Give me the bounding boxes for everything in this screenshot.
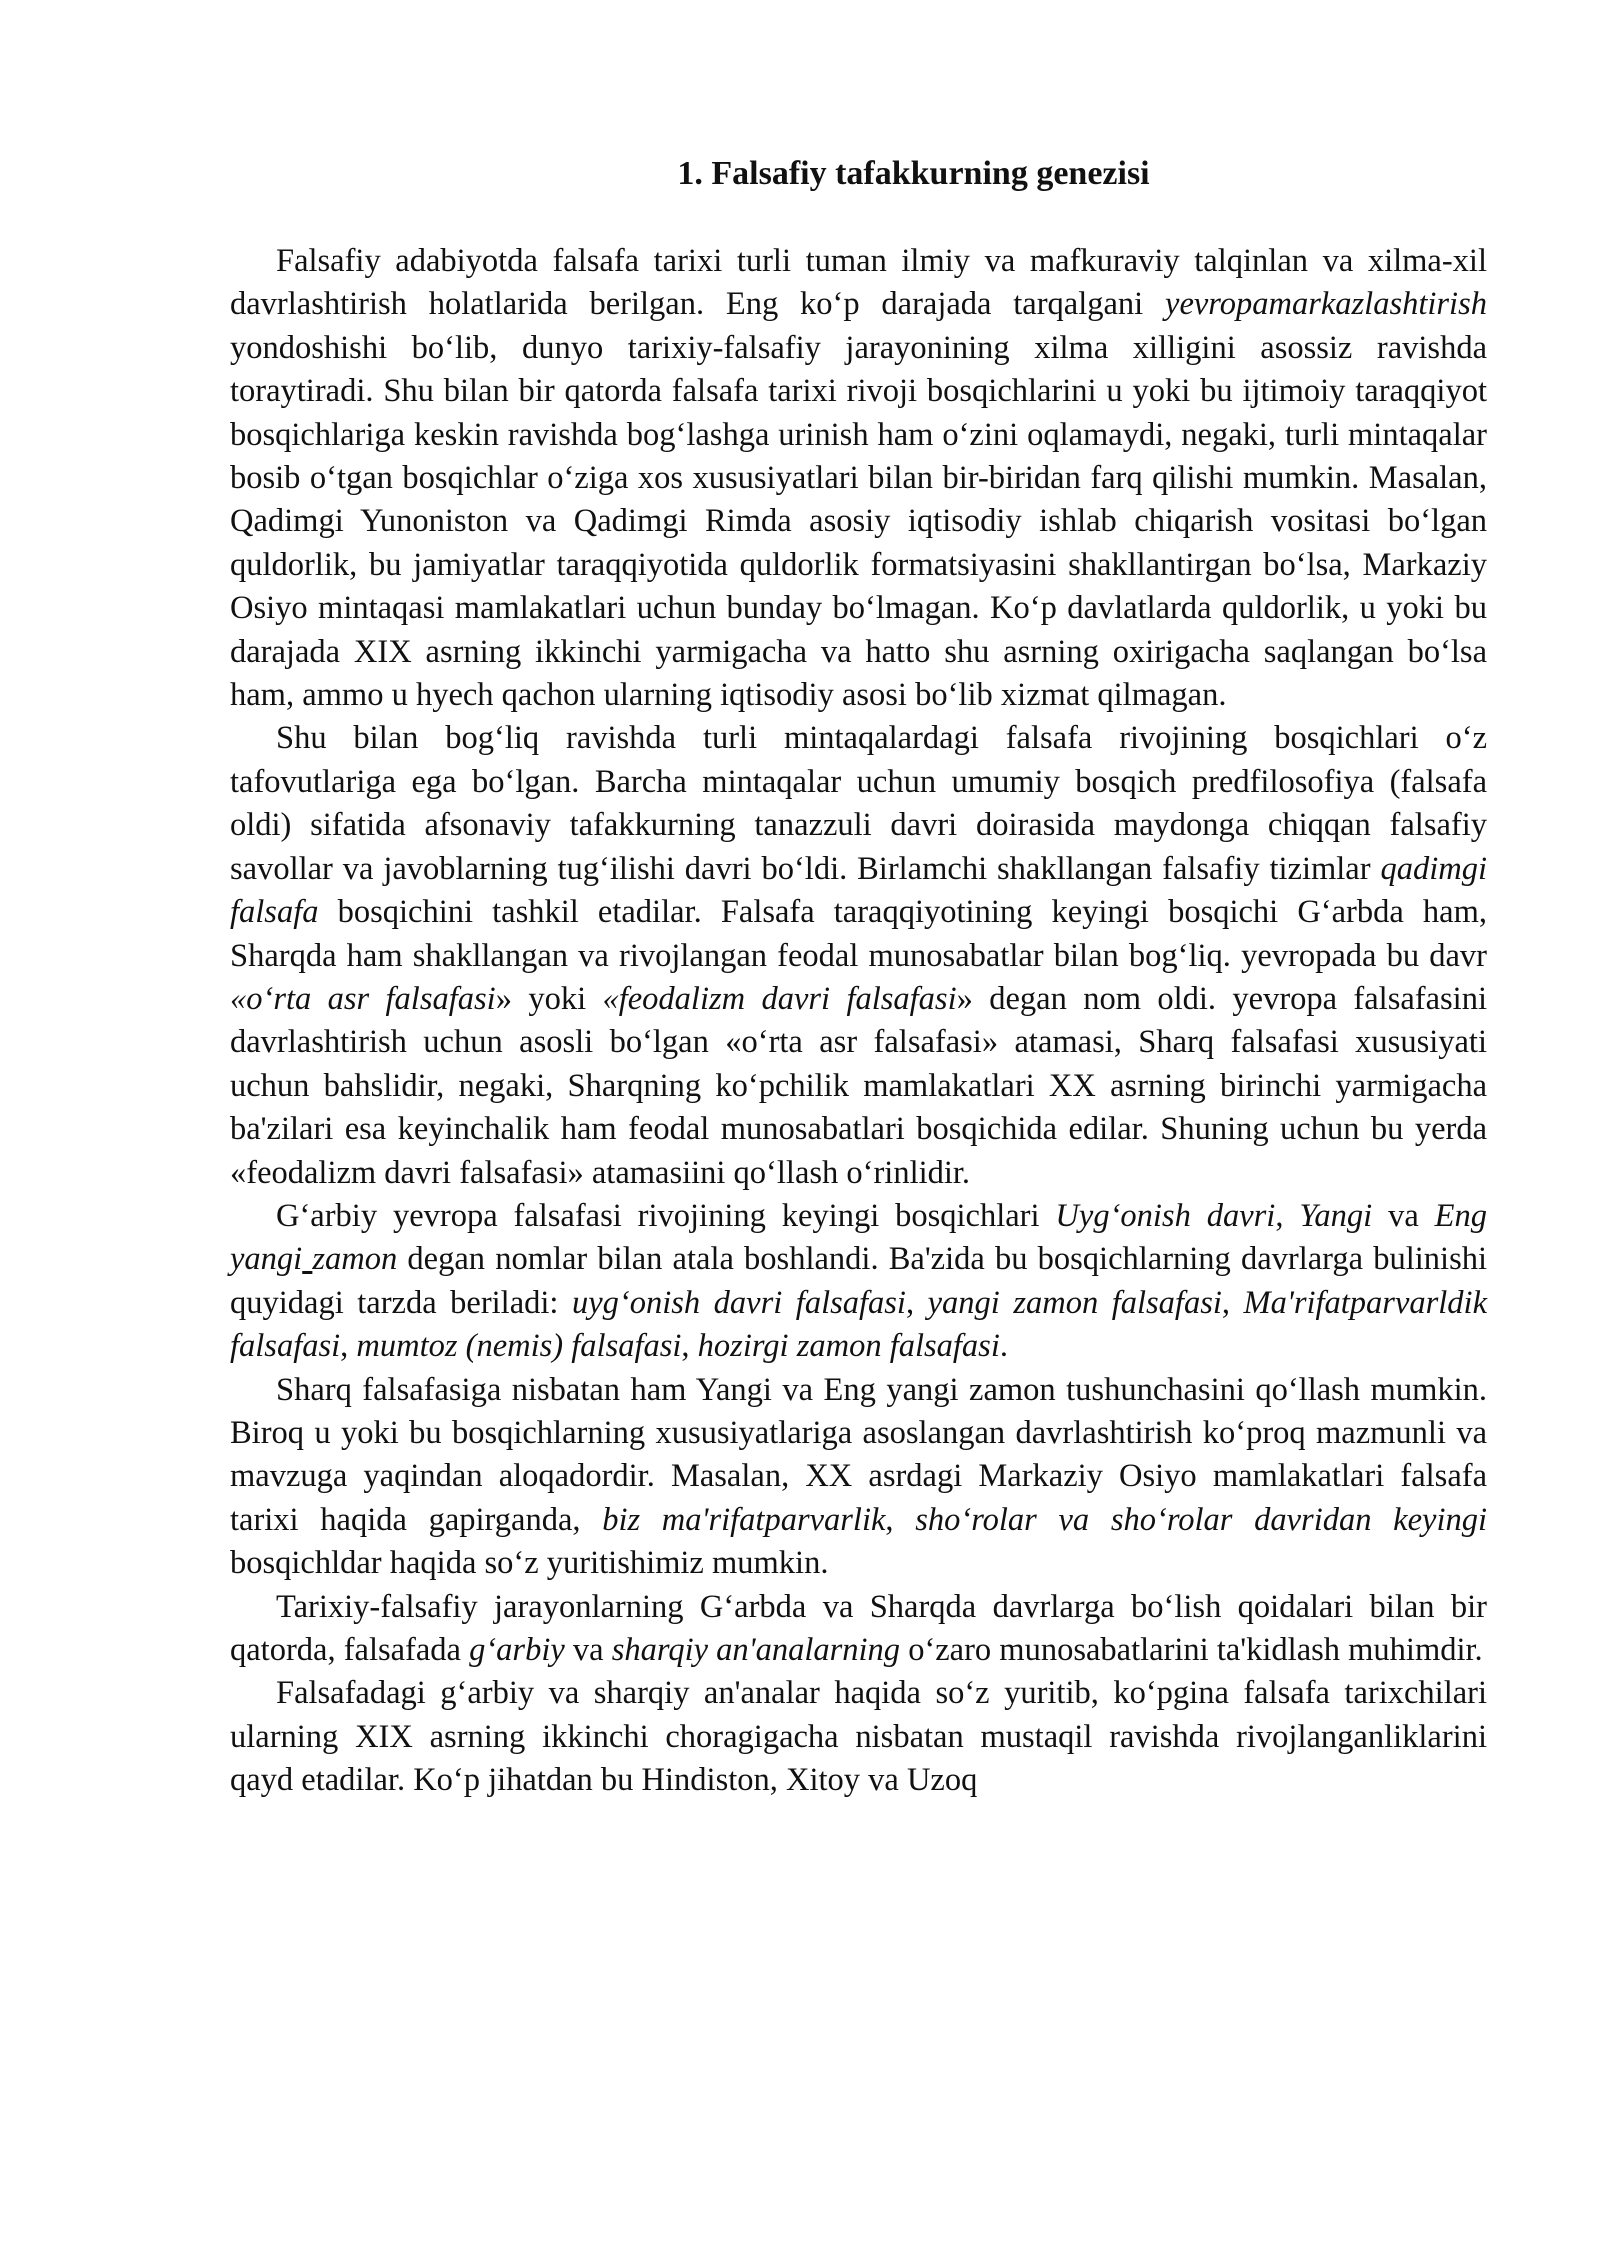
italic-run: hozirgi zamon falsafasi — [697, 1328, 1000, 1365]
paragraph — [230, 240, 1487, 717]
italic-run: uyg‘onish davri falsafasi — [571, 1284, 906, 1321]
italic-run: «feodalizm davri falsafasi — [602, 980, 957, 1017]
italic-run: Eng yangi — [230, 1197, 1488, 1278]
italic-run: «o‘rta asr falsafasi — [230, 980, 496, 1017]
italic-run: sharqiy an'analarning — [611, 1632, 901, 1668]
text-run: bosqichini tashkil etadilar. Falsafa taraqqiyotining keyingi bosqichi G‘arbda ham, Sharqda ham shakllangan va rivojlangan feodal munosabatlar bilan bog‘liq. yevropada bu davr — [230, 894, 1487, 974]
text-run: , — [681, 1328, 698, 1365]
text-run: Sharq falsafasiga nisbatan ham Yangi va Eng yangi zamon tushunchasini qo‘llash mumkin. Biroq u yoki bu bosqichlarning xususiyatlariga asoslangan davrlashtirish ko‘proq mazmunli va mavzuga yaqindan aloqadordir. Masalan, XX asrdagi Markaziy Osiyo mamlakatlari falsafa tarixi haqida gapirganda, — [230, 1371, 1487, 1538]
text-run: bosqichldar haqida so‘z yuritishimiz mumkin. — [230, 1545, 829, 1582]
paragraph — [230, 1369, 1487, 1586]
text-run: va — [564, 1632, 612, 1668]
italic-run: biz ma'rifatparvarlik — [602, 1501, 886, 1538]
text-run: o‘zaro munosabatlarini ta'kidlash muhimdir. — [900, 1632, 1483, 1668]
text-run: degan nomlar bilan atala boshlandi. Ba'zida bu bosqichlarning davrlarga bulinishi quyidagi tarzda beriladi: — [230, 1241, 1488, 1321]
paragraph — [230, 717, 1487, 1194]
italic-run: mumtoz (nemis) falsafasi — [356, 1328, 682, 1365]
italic-run: Yangi — [1299, 1197, 1373, 1234]
italic-run: sho‘rolar va sho‘rolar davridan keyingi — [915, 1501, 1488, 1538]
text-run: , — [905, 1284, 928, 1321]
text-run: , — [1275, 1197, 1300, 1234]
text-run: Tarixiy-falsafiy jarayonlarning G‘arbda va Sharqda davrlarga bo‘lish qoidalari bilan bir qatorda, falsafada — [230, 1588, 1487, 1668]
text-run: Falsafiy adabiyotda falsafa tarixi turli tuman ilmiy va mafkuraviy talqinlan va xilma-xil davrlashtirish holatlarida berilgan. Eng ko‘p darajada tarqalgani — [230, 243, 1487, 323]
italic-run: Uyg‘onish davri — [1055, 1197, 1276, 1234]
text-run: va — [1372, 1197, 1435, 1234]
text-run: , — [340, 1328, 357, 1365]
italic-run: qadimgi falsafa — [230, 850, 1487, 931]
paragraph — [230, 1586, 1487, 1673]
italic-run: yangi zamon falsafasi — [927, 1284, 1222, 1321]
italic-run: g‘arbiy — [469, 1632, 565, 1668]
italic-run: yevropamarkazlashtirish — [1165, 286, 1487, 323]
text-run: Shu bilan bog‘liq ravishda turli mintaqalardagi falsafa rivojining bosqichlari o‘z tafovutlariga ega bo‘lgan. Barcha mintaqalar uchun umumiy bosqich predfilosofiya (falsafa oldi) sifatida afsonaviy tafakkurning tanazzuli davri doirasida maydonga chiqqan falsafiy savollar va javoblarning tug‘ilishi davri bo‘ldi. Birlamchi shakllangan falsafiy tizimlar — [230, 720, 1487, 887]
text-run: Falsafadagi g‘arbiy va sharqiy an'analar haqida so‘z yuritib, ko‘pgina falsafa tarixchilari ularning XIX asrning ikkinchi choragigacha nisbatan mustaqil ravishda rivojlanganliklarini qayd etadilar. Ko‘p jihatdan bu Hindiston, Xitoy va Uzoq — [230, 1675, 1487, 1799]
text-run: , — [885, 1501, 916, 1538]
section-title: 1. Falsafiy tafakkurning genezisi — [677, 155, 1150, 192]
text-run: » degan nom oldi. yevropa falsafasini davrlashtirish uchun asosli bo‘lgan «o‘rta asr falsafasi» atamasi, Sharq falsafasi xususiyati uchun bahslidir, negaki, Sharqning ko‘pchilik mamlakatlari XX asrning birinchi yarmigacha ba'zilari esa keyinchalik ham feodal munosabatlari bosqichida edilar. Shuning uchun bu yerda «feodalizm davri falsafasi» atamasiini qo‘llash o‘rinlidir. — [230, 980, 1487, 1191]
text-run — [302, 1241, 312, 1277]
italic-run: Ma'rifatparvarldik falsafasi — [230, 1284, 1488, 1365]
text-run: . — [999, 1328, 1008, 1365]
paragraph — [230, 1672, 1487, 1802]
text-run: G‘arbiy yevropa falsafasi rivojining keyingi bosqichlari — [276, 1197, 1056, 1234]
italic-run: zamon — [312, 1241, 398, 1278]
text-run: yondoshishi bo‘lib, dunyo tarixiy-falsafiy jarayonining xilma xilligini asossiz ravishda toraytiradi. Shu bilan bir qatorda falsafa tarixi rivoji bosqichlarini u yoki bu ijtimoiy taraqqiyot bosqichlariga keskin ravishda bog‘lashga urinish ham o‘zini oqlamaydi, negaki, turli mintaqalar bosib o‘tgan bosqichlar o‘ziga xos xususiyatlari bilan bir-biridan farq qilishi mumkin. Masalan, Qadimgi Yunoniston va Qadimgi Rimda asosiy iqtisodiy ishlab chiqarish vositasi bo‘lgan quldorlik, bu jamiyatlar taraqqiyotida quldorlik formatsiyasini shakllantirgan bo‘lsa, Markaziy Osiyo mintaqasi mamlakatlari uchun bunday bo‘lmagan. Ko‘p davlatlarda quldorlik, u yoki bu darajada XIX asrning ikkinchi yarmigacha va hatto shu asrning oxirigacha saqlangan bo‘lsa ham, ammo u hyech qachon ularning iqtisodiy asosi bo‘lib xizmat qilmagan. — [230, 329, 1487, 714]
paragraph — [230, 1195, 1487, 1369]
body-text — [230, 240, 1487, 1803]
document-page — [230, 150, 1487, 1803]
text-run: » yoki — [495, 980, 603, 1017]
text-run: , — [1221, 1284, 1244, 1321]
